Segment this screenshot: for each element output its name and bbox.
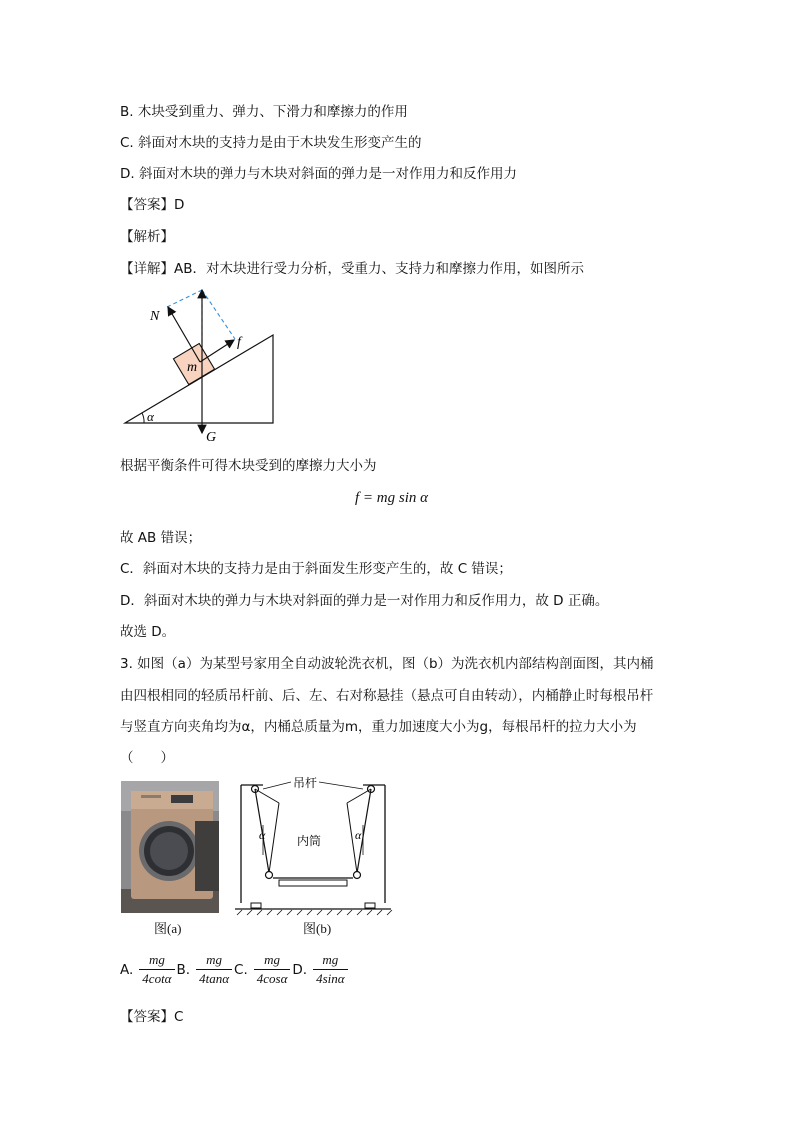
option-b: B. 木块受到重力、弹力、下滑力和摩擦力的作用 (120, 104, 408, 120)
detail-text: 【详解】AB．对木块进行受力分析，受重力、支持力和摩擦力作用，如图所示 (120, 261, 584, 277)
rod-label: 吊杆 (293, 776, 318, 790)
q3-line-1: 3. 如图（a）为某型号家用全自动波轮洗衣机，图（b）为洗衣机内部结构剖面图，其内桶 (120, 656, 654, 672)
alpha-right: α (355, 828, 362, 842)
answer-label: 【答案】D (120, 197, 185, 213)
answer-label-2: 【答案】C (120, 1009, 184, 1025)
option-a-fraction: $\frac{mg}{4\cot\alpha}$ (139, 952, 174, 987)
washer-cross-section (233, 775, 393, 920)
option-c: C. 斜面对木块的支持力是由于木块发生形变产生的 (120, 135, 422, 151)
final-choice: 故选 D。 (120, 624, 176, 640)
caption-a: 图(a) (154, 921, 182, 936)
option-d: D. 斜面对木块的弹力与木块对斜面的弹力是一对作用力和反作用力 (120, 166, 517, 182)
conclusion-d: D．斜面对木块的弹力与木块对斜面的弹力是一对作用力和反作用力，故 D 正确。 (120, 593, 609, 609)
label-N: N (150, 309, 160, 324)
friction-arrow (200, 340, 234, 362)
alpha-left: α (259, 828, 266, 842)
label-alpha: α (147, 409, 154, 424)
option-b-fraction: $\frac{mg}{4\tan\alpha}$ (196, 952, 232, 987)
label-m: m (187, 360, 198, 375)
friction-equation: f = mg sin α (355, 490, 429, 506)
analysis-label: 【解析】 (120, 229, 174, 245)
washing-machine-photo (121, 781, 219, 913)
inner-tub-label: 内筒 (297, 834, 322, 848)
conclusion-ab: 故 AB 错误； (120, 530, 202, 546)
angle-arc (142, 413, 144, 423)
option-a-label: A. (120, 961, 134, 978)
label-f: f (237, 335, 241, 350)
conclusion-c: C．斜面对木块的支持力是由于斜面发生形变产生的，故 C 错误； (120, 561, 512, 577)
option-d-fraction: $\frac{mg}{4\sin\alpha}$ (313, 952, 348, 987)
answer-options (120, 952, 350, 987)
caption-b: 图(b) (303, 921, 332, 936)
label-G: G (206, 430, 217, 445)
equation-intro: 根据平衡条件可得木块受到的摩擦力大小为 (120, 458, 377, 474)
incline-force-diagram (120, 280, 290, 445)
option-d-label: D. (292, 961, 308, 978)
option-b-label: B. (176, 961, 191, 978)
q3-line-2: 由四根相同的轻质吊杆前、后、左、右对称悬挂（悬点可自由转动），内桶静止时每根吊杆 (120, 688, 654, 704)
option-c-fraction: $\frac{mg}{4\cos\alpha}$ (254, 952, 291, 987)
option-c-label: C. (234, 961, 248, 978)
q3-paren: （ ） (120, 750, 174, 766)
q3-line-3: 与竖直方向夹角均为α，内桶总质量为m，重力加速度大小为g，每根吊杆的拉力大小为 (120, 719, 637, 735)
